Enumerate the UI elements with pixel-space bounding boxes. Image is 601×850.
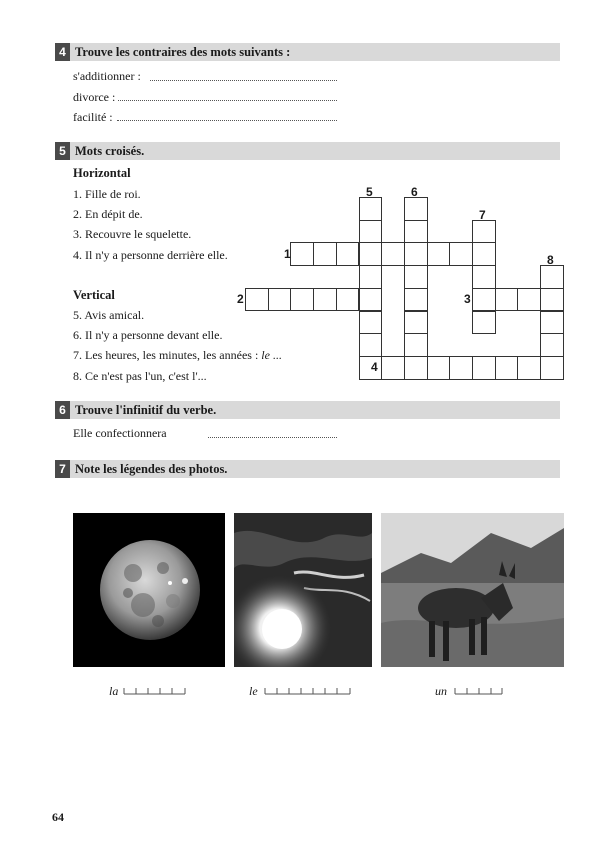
crossword-cell[interactable] [517, 356, 541, 380]
clue-vertical-7 [73, 348, 282, 363]
answer-label-divorce: divorce : [73, 90, 116, 104]
crossword-cell[interactable] [404, 311, 428, 335]
crossword-cell[interactable] [449, 242, 473, 266]
crossword-cell[interactable] [359, 288, 383, 312]
sun-photo [234, 513, 372, 667]
crossword-cell[interactable] [404, 333, 428, 357]
crossword-cell[interactable] [404, 220, 428, 244]
vertical-heading: Vertical [73, 288, 115, 302]
clue-vertical-8: 8. Ce n'est pas l'un, c'est l'... [73, 369, 207, 383]
exercise-number: 7 [55, 460, 70, 478]
clue-vertical-7-text: 7. Les heures, les minutes, les années : [73, 348, 262, 362]
crossword-cell[interactable] [472, 220, 496, 244]
crossword-cell[interactable] [359, 220, 383, 244]
crossword-cell[interactable] [359, 311, 383, 335]
crossword-cell[interactable] [540, 356, 564, 380]
clue-vertical-6: 6. Il n'y a personne devant elle. [73, 328, 223, 342]
crossword-cell[interactable] [495, 288, 519, 312]
crossword-cell[interactable] [472, 288, 496, 312]
crossword-number-8: 8 [547, 253, 554, 267]
clue-horizontal-4: 4. Il n'y a personne derrière elle. [73, 248, 228, 262]
crossword-cell[interactable] [472, 242, 496, 266]
exercise-title: Trouve l'infinitif du verbe. [75, 403, 217, 417]
crossword-cell[interactable] [495, 356, 519, 380]
exercise-title: Mots croisés. [75, 144, 145, 158]
crossword-cell[interactable] [404, 197, 428, 221]
caption-article-2: le [249, 684, 258, 698]
crossword-number-6: 6 [411, 185, 418, 199]
crossword-cell[interactable] [449, 356, 473, 380]
crossword-number-4: 4 [371, 360, 378, 374]
letter-boxes-2[interactable] [264, 687, 352, 695]
crossword-cell[interactable] [359, 197, 383, 221]
crossword-cell[interactable] [381, 356, 405, 380]
crossword-cell[interactable] [359, 265, 383, 289]
clue-vertical-7-suffix: le ... [261, 348, 282, 362]
crossword-cell[interactable] [472, 265, 496, 289]
answer-line-additionner[interactable] [150, 80, 337, 81]
crossword-cell[interactable] [427, 356, 451, 380]
crossword-cell[interactable] [404, 356, 428, 380]
crossword-cell[interactable] [245, 288, 269, 312]
donkey-photo [381, 513, 564, 667]
crossword-cell[interactable] [540, 311, 564, 335]
clue-horizontal-1: 1. Fille de roi. [73, 187, 141, 201]
crossword-cell[interactable] [268, 288, 292, 312]
exercise-6-header [55, 401, 560, 419]
crossword-cell[interactable] [313, 242, 337, 266]
answer-label-facilite: facilité : [73, 110, 113, 124]
crossword-cell[interactable] [404, 265, 428, 289]
clue-vertical-5: 5. Avis amical. [73, 308, 145, 322]
crossword-cell[interactable] [404, 242, 428, 266]
caption-article-3: un [435, 684, 447, 698]
exercise-number: 4 [55, 43, 70, 61]
letter-boxes-1[interactable] [123, 687, 187, 695]
crossword-cell[interactable] [359, 242, 383, 266]
crossword-cell[interactable] [336, 288, 360, 312]
crossword-cell[interactable] [517, 288, 541, 312]
crossword-number-7: 7 [479, 208, 486, 222]
exercise-5-header [55, 142, 560, 160]
moon-photo [73, 513, 225, 667]
crossword-cell[interactable] [336, 242, 360, 266]
crossword-cell[interactable] [472, 311, 496, 335]
exercise-4-header [55, 43, 560, 61]
crossword-cell[interactable] [472, 356, 496, 380]
crossword-number-2: 2 [237, 292, 244, 306]
clue-horizontal-2: 2. En dépit de. [73, 207, 143, 221]
crossword-cell[interactable] [290, 242, 314, 266]
answer-line-divorce[interactable] [118, 100, 337, 101]
crossword-cell[interactable] [404, 288, 428, 312]
crossword-number-3: 3 [464, 292, 471, 306]
clue-horizontal-3: 3. Recouvre le squelette. [73, 227, 192, 241]
crossword-cell[interactable] [381, 242, 405, 266]
crossword-cell[interactable] [290, 288, 314, 312]
crossword-cell[interactable] [359, 333, 383, 357]
page-number: 64 [52, 810, 64, 824]
crossword-cell[interactable] [540, 288, 564, 312]
exercise-number: 5 [55, 142, 70, 160]
exercise-title: Note les légendes des photos. [75, 462, 228, 476]
horizontal-heading: Horizontal [73, 166, 131, 180]
exercise-7-header [55, 460, 560, 478]
crossword-cell[interactable] [313, 288, 337, 312]
verb-prompt: Elle confectionnera [73, 426, 167, 440]
exercise-number: 6 [55, 401, 70, 419]
crossword-number-5: 5 [366, 185, 373, 199]
answer-label-additionner: s'additionner : [73, 69, 141, 83]
letter-boxes-3[interactable] [454, 687, 504, 695]
crossword-cell[interactable] [540, 265, 564, 289]
crossword-number-1: 1 [284, 247, 291, 261]
answer-line-infinitive[interactable] [208, 437, 337, 438]
caption-article-1: la [109, 684, 119, 698]
crossword-cell[interactable] [427, 242, 451, 266]
crossword-cell[interactable] [540, 333, 564, 357]
exercise-title: Trouve les contraires des mots suivants : [75, 45, 291, 59]
answer-line-facilite[interactable] [117, 120, 337, 121]
